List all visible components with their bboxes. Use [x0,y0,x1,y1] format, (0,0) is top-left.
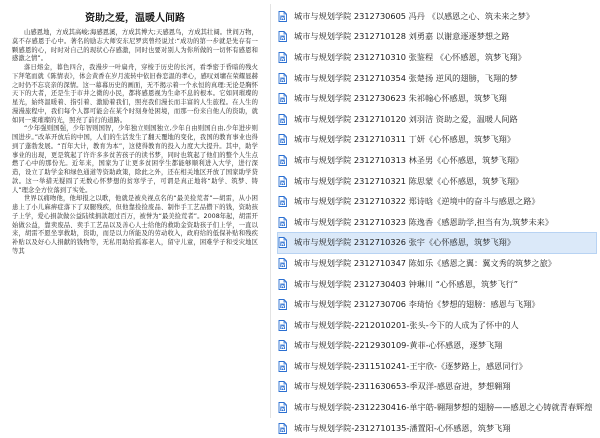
file-list-item[interactable] [278,356,596,377]
file-name: 城市与规划学院 2312710326 张宇《心怀感恩，筑梦飞翔》 [294,237,516,248]
file-list-item[interactable] [278,150,596,171]
word-document-icon [278,340,287,351]
file-name: 城市与规划学院 2312710120 刘羽洁 资助之爱，温暖人间路 [294,113,518,124]
word-document-icon [278,134,287,145]
file-list-item[interactable] [278,336,596,357]
file-name: 城市与规划学院-2212010201-张头-今下的人成为了怀中的人 [294,319,519,330]
file-name: 城市与规划学院 2312730706 李琦怡《梦想的翅膀：感恩与飞翔》 [294,299,540,310]
document-paragraph: 落日熔金，暮色四合，我漫步一叶扁舟，穿梭于历史的长河，看季密于昏暗的残火下拜笔而就《陈情表》，体会黄香在岁月流转中依旧眷恋温的孝心，感叹刘墉在荣耀显赫之时仍不忘哀亲的深情。这一幕幕历史的画面，无不揭示着一个永恒的真理:无论是胸怀天下的大者，还是生于市井之微的小民，都将感恩视为生命不息的根本。它如同璀璨的星光，始终温暖着、指引着、激励着我们，照亮我们漫长而丰富的人生旅程。在人生的漫漫旅程中，我们每个人都可能会在某个时刻身处困境，而那一份来自他人的资助，就如同一束璀璨的光，照亮了前行的道路。 [12,64,258,124]
file-name: 城市与规划学院-2312230416-单宇皓-翱翔梦想的翅膀——感恩之心铸就青春辉煌 [294,402,593,413]
word-document-icon [278,52,287,63]
word-document-icon [278,114,287,125]
file-name: 城市与规划学院-2311510241-王宇欣-《逐梦路上，感恩同行》 [294,360,527,371]
file-name: 城市与规划学院-2311630653-季双洋-感恩奋进，梦想翱翔 [294,381,511,392]
file-name: 城市与规划学院 2312710354 张楚扬 逆风的翅膀，飞翔的梦 [294,72,518,83]
file-name: 城市与规划学院-2212930109-黄菲-心怀感恩，逐梦飞翔 [294,340,503,351]
file-list-item[interactable] [278,253,596,274]
file-name: 城市与规划学院 2312710128 刘勇嘉 以谢意逐逐梦想之路 [294,31,510,42]
file-list-item[interactable] [278,191,596,212]
word-document-icon [278,279,287,290]
file-list-item[interactable] [278,68,596,89]
file-name: 城市与规划学院 2312730605 冯丹 《以感恩之心、筑未来之梦》 [294,10,535,21]
file-list-item[interactable] [278,47,596,68]
word-document-icon [278,423,287,434]
word-document-icon [278,402,287,413]
file-list-item[interactable] [278,274,596,295]
file-list-item[interactable] [278,212,596,233]
word-document-icon [278,73,287,84]
word-document-icon [278,31,287,42]
file-list-item[interactable] [278,88,596,109]
word-document-icon [278,93,287,104]
file-list-item[interactable] [278,315,596,336]
file-name: 城市与规划学院 2312710322 郑诗晗《逆境中的奋斗与感恩之路》 [294,196,540,207]
file-name: 城市与规划学院 2312710310 张鉴程 《心怀感恩，筑梦飞翔》 [294,51,526,62]
file-list-item[interactable] [278,109,596,130]
file-name: 城市与规划学院 2312710311 丁妍《心怀感恩，筑梦飞翔》 [294,134,516,145]
file-name: 城市与规划学院 2312710323 陈逸香《感恩助学,担当有为,筑梦未来》 [294,216,554,227]
pane-divider[interactable] [270,4,271,418]
document-paragraph: 山感恩地，方成其高峻;海感恩溪，方成其博大;天感恩鸟，方成其壮阔。世间万物，莫不存感恩于心中。著名的励志大师安东尼罗宾曾经说过:“成功的第一步就是先存有一颗感恩的心，时时对自己的现状心存感激，同时也要对别人为你所做的一切怀有感恩和感激之情”。 [12,29,258,63]
file-list-item[interactable] [278,171,596,192]
file-list-item[interactable] [278,377,596,398]
word-document-icon [278,11,287,22]
file-name: 城市与规划学院 2312710347 陈如乐《感恩之翼：翼文秀的筑梦之旅》 [294,257,556,268]
document-paragraph: 世界以痛吻他，他却报之以歌，他就是被央视点名的“最美捡荒者”—胡雷，从小困患上了小儿麻痹症落下了双腿残疾，但他靠捡捡废品、制作手工艺品攒下的钱，资助孩子上学，爱心捐款做公益陆续捐款超过百万，被誉为“最美捡荒者”。2008年起，胡雷开始做公益，靠卖废品、卖手工艺品以及善心人士给他的救助金资助孩子们上学，一直以来，胡雷不愿坐享救助，资助，而是以力所能及的劳动收入，政府给的低保补贴和残疾补贴以及好心人捐献的钱物等，无私用助给孤寡老人，留守儿童，困难学子和受灾地区等其 [12,195,258,255]
word-document-icon [278,258,287,269]
file-list-item[interactable] [278,27,596,48]
document-preview [0,0,268,422]
word-document-icon [278,299,287,310]
file-name: 城市与规划学院 2312730403 钟琳川 “心怀感恩，筑梦飞行” [294,278,518,289]
word-document-icon [278,155,287,166]
word-document-icon [278,196,287,207]
file-list-item[interactable] [278,6,596,27]
file-name: 城市与规划学院 2312710313 林圣男《心怀感恩，筑梦飞翔》 [294,154,524,165]
file-list-item[interactable] [278,233,596,254]
file-name: 城市与规划学院 2312710321 陈思蒙《心怀感恩，筑梦飞翔》 [294,175,524,186]
file-list-item[interactable] [278,130,596,151]
word-document-icon [278,176,287,187]
file-list-item[interactable] [278,294,596,315]
file-list-item[interactable] [278,397,596,418]
word-document-icon [278,361,287,372]
document-title: 资助之爱，温暖人间路 [85,13,185,24]
file-list [278,6,596,438]
word-document-icon [278,381,287,392]
word-document-icon [278,217,287,228]
word-document-icon [278,320,287,331]
file-name: 城市与规划学院 2312730623 朱祁翰心怀感恩，筑梦飞翔 [294,93,507,104]
word-document-icon [278,237,287,248]
file-list-item[interactable] [278,418,596,438]
file-name: 城市与规划学院-2312710135-潘置阳-心怀感恩，筑梦飞翔 [294,422,511,433]
document-paragraph: “少年强则国强，少年智则国智，少年独立则国独立,少年自由则国自由,少年进步则国进步。”改革开放后的中国，人们的生活发生了翻天覆地的变化，我国的教育事业也得到了蓬勃发展。“百年大计，教育为本”，这使得教育的投入力度大大提升。其中，助学事业的出现，更是筑起了许许多多贫苦孩子的读书梦，同时也筑起了他们的整个人生点燃了心中的那份光。近年来，国家为了让更多贫困学生都能够顺利进入大学，进行深造，设立了助学金和绿色通道等资助政策，除此之外，还在相关地区开放了国家助学贷款。这一举措无疑圆了无数心怀梦想的贫寒学子，可谓是真正地将“助学、筑梦、铸人”理念全方位落到了实处。 [12,125,258,194]
